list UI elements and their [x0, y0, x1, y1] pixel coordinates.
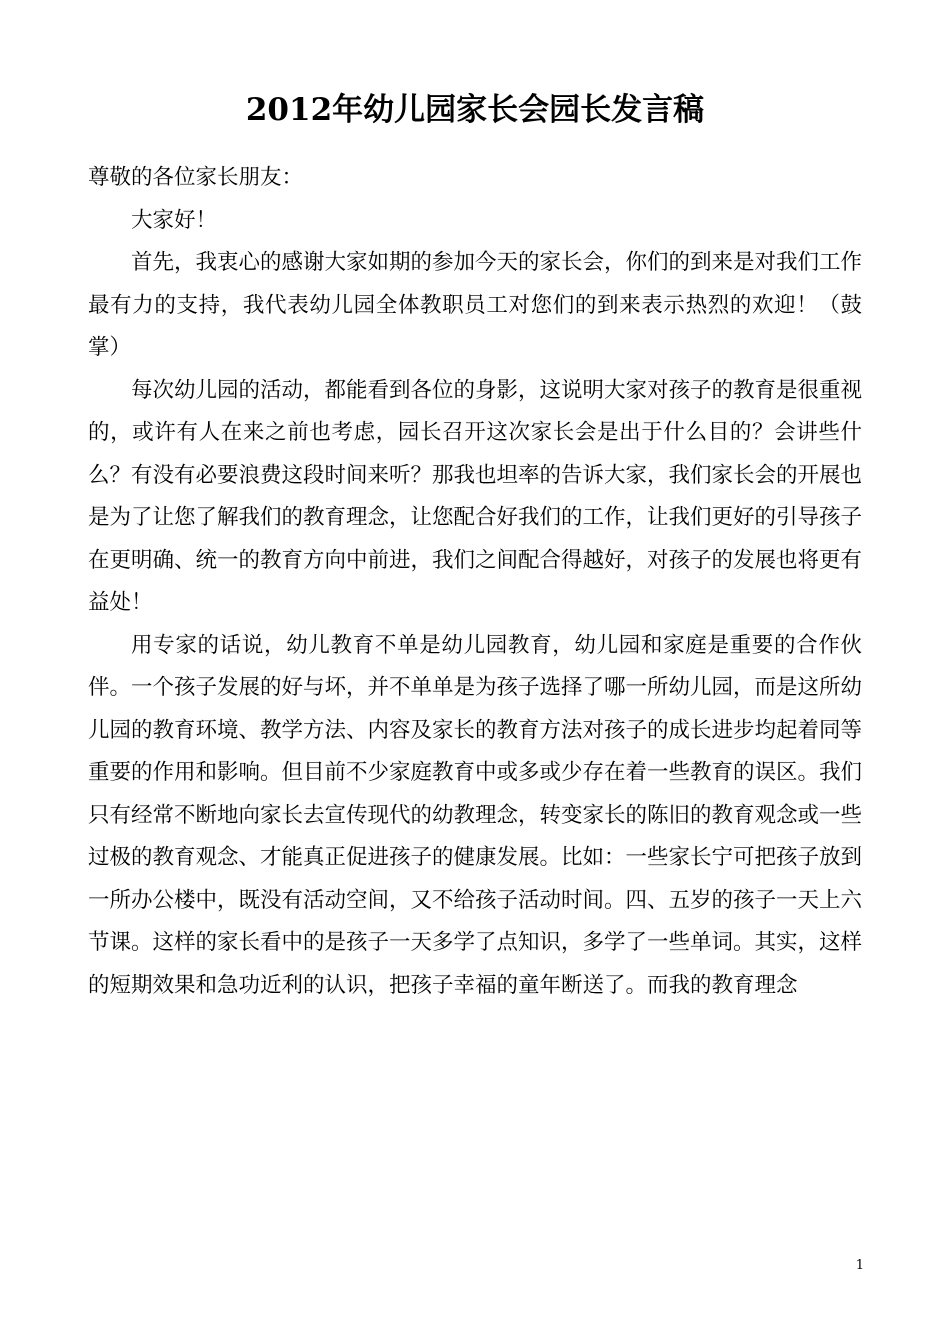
document-title: 2012年幼儿园家长会园长发言稿	[245, 92, 705, 128]
salutation: 尊敬的各位家长朋友：	[88, 165, 304, 190]
paragraph: 每次幼儿园的活动，都能看到各位的身影，这说明大家对孩子的教育是很重视的，或许有人在来之前也考虑，园长召开这次家长会是出于什么目的？会讲些什么？有没有必要浪费这段时间来听？那我也坦率的告诉大家，我们家长会的开展也是为了让您了解我们的教育理念，让您配合好我们的工作，让我们更好的引导孩子在更明确、统一的教育方向中前进，我们之间配合得越好，对孩子的发展也将更有益处！	[88, 377, 863, 615]
greeting: 大家好！	[131, 207, 218, 233]
document-body	[88, 157, 862, 1007]
page-number: 1	[855, 1258, 864, 1273]
paragraph: 首先，我衷心的感谢大家如期的参加今天的家长会，你们的到来是对我们工作最有力的支持，我代表幼儿园全体教职员工对您们的到来表示热烈的欢迎！（鼓掌）	[88, 250, 863, 360]
paragraph: 用专家的话说，幼儿教育不单是幼儿园教育，幼儿园和家庭是重要的合作伙伴。一个孩子发展的好与坏，并不单单是为孩子选择了哪一所幼儿园，而是这所幼儿园的教育环境、教学方法、内容及家长的教育方法对孩子的成长进步均起着同等重要的作用和影响。但目前不少家庭教育中或多或少存在着一些教育的误区。我们只有经常不断地向家长去宣传现代的幼教理念，转变家长的陈旧的教育观念或一些过极的教育观念、才能真正促进孩子的健康发展。比如：一些家长宁可把孩子放到一所办公楼中，既没有活动空间，又不给孩子活动时间。四、五岁的孩子一天上六节课。这样的家长看中的是孩子一天多学了点知识，多学了一些单词。其实，这样的短期效果和急功近利的认识，把孩子幸福的童年断送了。而我的教育理念	[88, 632, 863, 998]
